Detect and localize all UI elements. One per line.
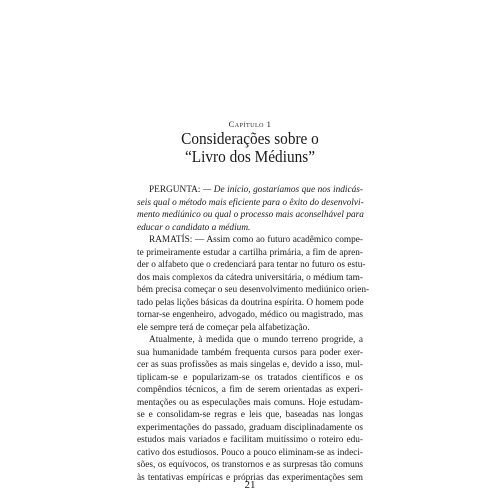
answer-line: ele sempre terá de começar pela alfabetização.: [137, 322, 310, 333]
paragraph-line: cer as suas profissões as mais singelas e, devido a isso, mul-: [137, 360, 363, 370]
answer-paragraph: [137, 234, 370, 334]
question-line: PERGUNTA: — De início, gostaríamos que nos indicás-: [149, 185, 363, 195]
body-text: [137, 184, 370, 484]
paragraph-line: tiplicam-se e popularizam-se os tratados científicos e os: [137, 372, 363, 383]
question-paragraph: [137, 184, 363, 234]
answer-line: tado pelas lições básicas da doutrina espírita. O homem pode: [137, 297, 364, 308]
question-line: educar o candidato a médium.: [137, 222, 251, 233]
chapter-title-line-2: “Livro dos Médiuns”: [184, 147, 316, 166]
paragraph-line: se e consolidam-se regras e leis que, baseadas nas longas: [137, 410, 363, 420]
answer-line: dos mais complexos da cátedra universitária, o médium tam-: [137, 272, 363, 283]
chapter-title-line-1: Considerações sobre o: [181, 129, 319, 148]
paragraph-line: mentações ou as especulações mais comuns. Hoje estudam-: [137, 397, 363, 408]
question-line: seis qual o método mais eficiente para o êxito do desenvolvi-: [137, 197, 364, 208]
answer-line: tornar-se engenheiro, advogado, médico ou magistrado, mas: [137, 310, 363, 320]
chapter-title: [25, 130, 475, 166]
page-number: 21: [244, 479, 256, 491]
paragraph-line: experimentações do passado, graduam disciplinadamente os: [137, 422, 363, 433]
question-line: mento mediúnico ou qual o processo mais aconselhável para: [137, 210, 364, 220]
answer-line: der o alfabeto que o credenciará para tentar no futuro os estu-: [137, 260, 366, 270]
answer-line: te primeiramente estudar a cartilha primária, a fim de apren-: [137, 247, 363, 258]
paragraph-line: compêndios técnicos, a fim de serem orientadas as experi-: [137, 385, 363, 395]
answer-line: RAMATÍS: — Assim como ao futuro acadêmico compe-: [149, 235, 363, 245]
paragraph-line: sua humanidade também frequenta cursos para poder exer-: [137, 347, 363, 358]
answer-line: bém precisa começar o seu desenvolvimento mediúnico orien-: [137, 285, 370, 295]
paragraph-line: estudos mais variados e facilitam muitíssimo o roteiro edu-: [137, 435, 363, 445]
question-lead: PERGUNTA:: [149, 185, 201, 195]
chapter-label: Capítulo 1: [228, 119, 272, 129]
body-paragraph: [137, 334, 363, 484]
paragraph-line: cativo dos estudiosos. Pouco a pouco eliminam-se as indeci-: [137, 447, 363, 458]
paragraph-line: Atualmente, à medida que o mundo terreno progride, a: [149, 335, 363, 345]
paragraph-line: às tentativas empíricas e próprias das experimentações sem: [137, 472, 363, 483]
paragraph-line: sões, os equívocos, os transtornos e as surpresas tão comuns: [137, 460, 363, 470]
